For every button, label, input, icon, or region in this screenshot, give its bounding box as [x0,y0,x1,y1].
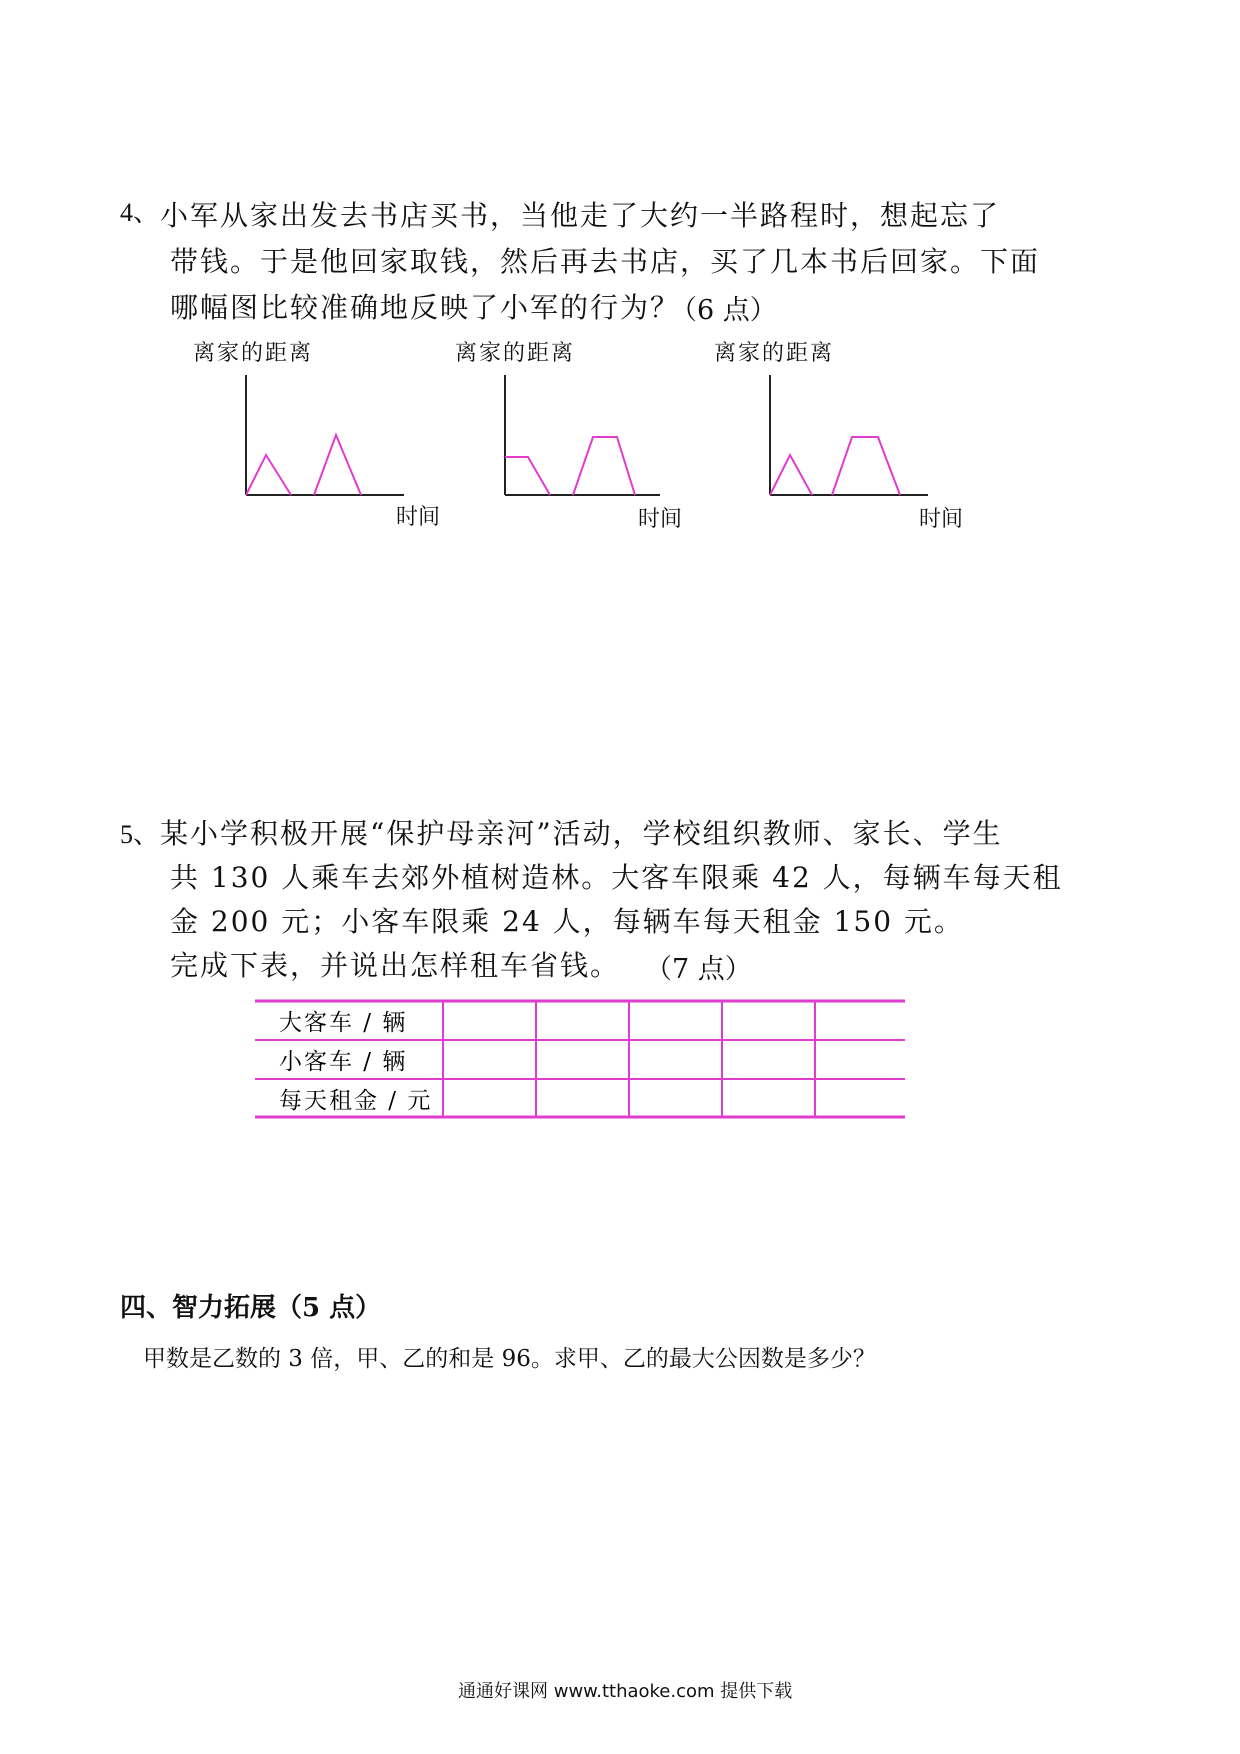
graph-b-trip-1 [505,457,550,495]
graph-c-trip-1 [770,455,812,495]
question-5-points: （7 点） [645,954,752,985]
graph-b-x-label: 时间 [638,507,683,532]
graph-a [236,370,416,505]
graph-a-x-label: 时间 [396,505,441,530]
graph-b [495,370,670,505]
question-5-line-1: 某小学积极开展“保护母亲河”活动，学校组织教师、家长、学生 [160,817,1003,850]
question-4-number: 4、 [120,198,160,227]
graph-b-y-label: 离家的距离 [455,341,576,366]
section-4-title: 四、智力拓展（5 点） [120,1293,382,1323]
question-5-line-3: 金 200 元；小客车限乘 24 人，每辆车每天租金 150 元。 [170,905,964,938]
graph-b-trip-2 [573,437,635,495]
graph-c-y-label: 离家的距离 [714,341,835,366]
question-5-line-4: 完成下表，并说出怎样租车省钱。 [170,949,621,982]
graph-a-y-label: 离家的距离 [193,341,314,366]
graph-c [760,370,935,505]
question-4-points: （6 点） [670,295,777,326]
graph-a-trip-2 [314,435,361,495]
footer-source: 通通好课网 www.tthaoke.com 提供下载 [458,1681,793,1702]
graph-c-trip-2 [832,437,900,495]
graph-c-x-label: 时间 [919,507,964,532]
section-4-question: 甲数是乙数的 3 倍，甲、乙的和是 96。求甲、乙的最大公因数是多少？ [143,1346,876,1372]
question-4-line-2: 带钱。于是他回家取钱，然后再去书店，买了几本书后回家。下面 [170,245,1041,278]
table-row-label-daily-rent: 每天租金 / 元 [279,1088,433,1114]
question-5-number: 5、 [120,820,160,849]
question-4-line-3: 哪幅图比较准确地反映了小军的行为？ [170,291,681,324]
table-row-label-small-bus: 小客车 / 辆 [279,1049,408,1075]
graph-a-trip-1 [246,455,291,495]
question-5-line-2: 共 130 人乘车去郊外植树造林。大客车限乘 42 人，每辆车每天租 [170,861,1063,894]
question-4-line-1: 小军从家出发去书店买书，当他走了大约一半路程时，想起忘了 [160,199,1001,232]
rental-table [255,998,915,1128]
table-row-label-large-bus: 大客车 / 辆 [279,1010,408,1036]
